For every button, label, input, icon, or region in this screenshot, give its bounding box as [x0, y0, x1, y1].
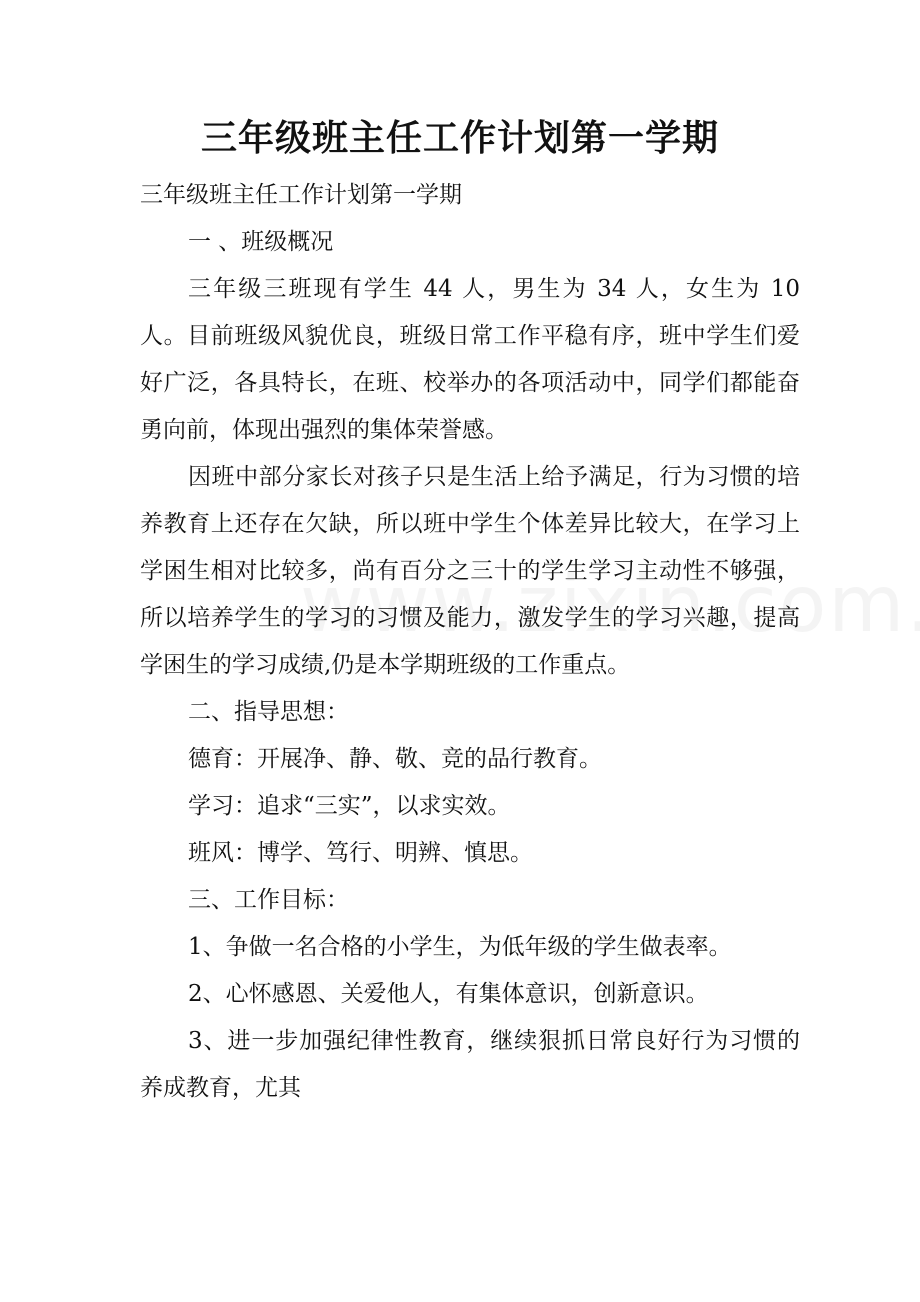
goal-item-1: 1、争做一名合格的小学生，为低年级的学生做表率。 — [188, 934, 732, 960]
paragraph-class-style: 班风：博学、笃行、明辨、慎思。 — [188, 840, 533, 866]
section-heading-guiding-thought: 二、指导思想： — [188, 699, 349, 725]
section-heading-class-overview: 一 、班级概况 — [188, 229, 334, 255]
paragraph-moral-education: 德育：开展净、静、敬、竞的品行教育。 — [188, 746, 602, 772]
subtitle-paragraph: 三年级班主任工作计划第一学期 — [140, 182, 462, 208]
paragraph-class-issues: 因班中部分家长对孩子只是生活上给予满足，行为习惯的培养教育上还存在欠缺，所以班中学生个体差异比较大，在学习上学困生相对比较多，尚有百分之三十的学生学习主动性不够强，所以培养学生的学习的习惯及能力，激发学生的学习兴趣，提高学困生的学习成绩,仍是本学期班级的工作重点。 — [140, 464, 800, 678]
goal-item-3: 3、进一步加强纪律性教育，继续狠抓日常良好行为习惯的养成教育，尤其 — [140, 1028, 800, 1101]
section-heading-work-goals: 三、工作目标： — [188, 887, 349, 913]
paragraph-study: 学习：追求“三实”，以求实效。 — [188, 793, 511, 819]
goal-item-2: 2、心怀感恩、关爱他人，有集体意识，创新意识。 — [188, 981, 709, 1007]
document-body — [140, 172, 800, 1112]
paragraph-class-overview: 三年级三班现有学生 44 人，男生为 34 人，女生为 10 人。目前班级风貌优良，班级日常工作平稳有序，班中学生们爱好广泛，各具特长，在班、校举办的各项活动中，同学们都能奋勇向前，体现出强烈的集体荣誉感。 — [140, 276, 800, 443]
document-title: 三年级班主任工作计划第一学期 — [200, 117, 719, 159]
